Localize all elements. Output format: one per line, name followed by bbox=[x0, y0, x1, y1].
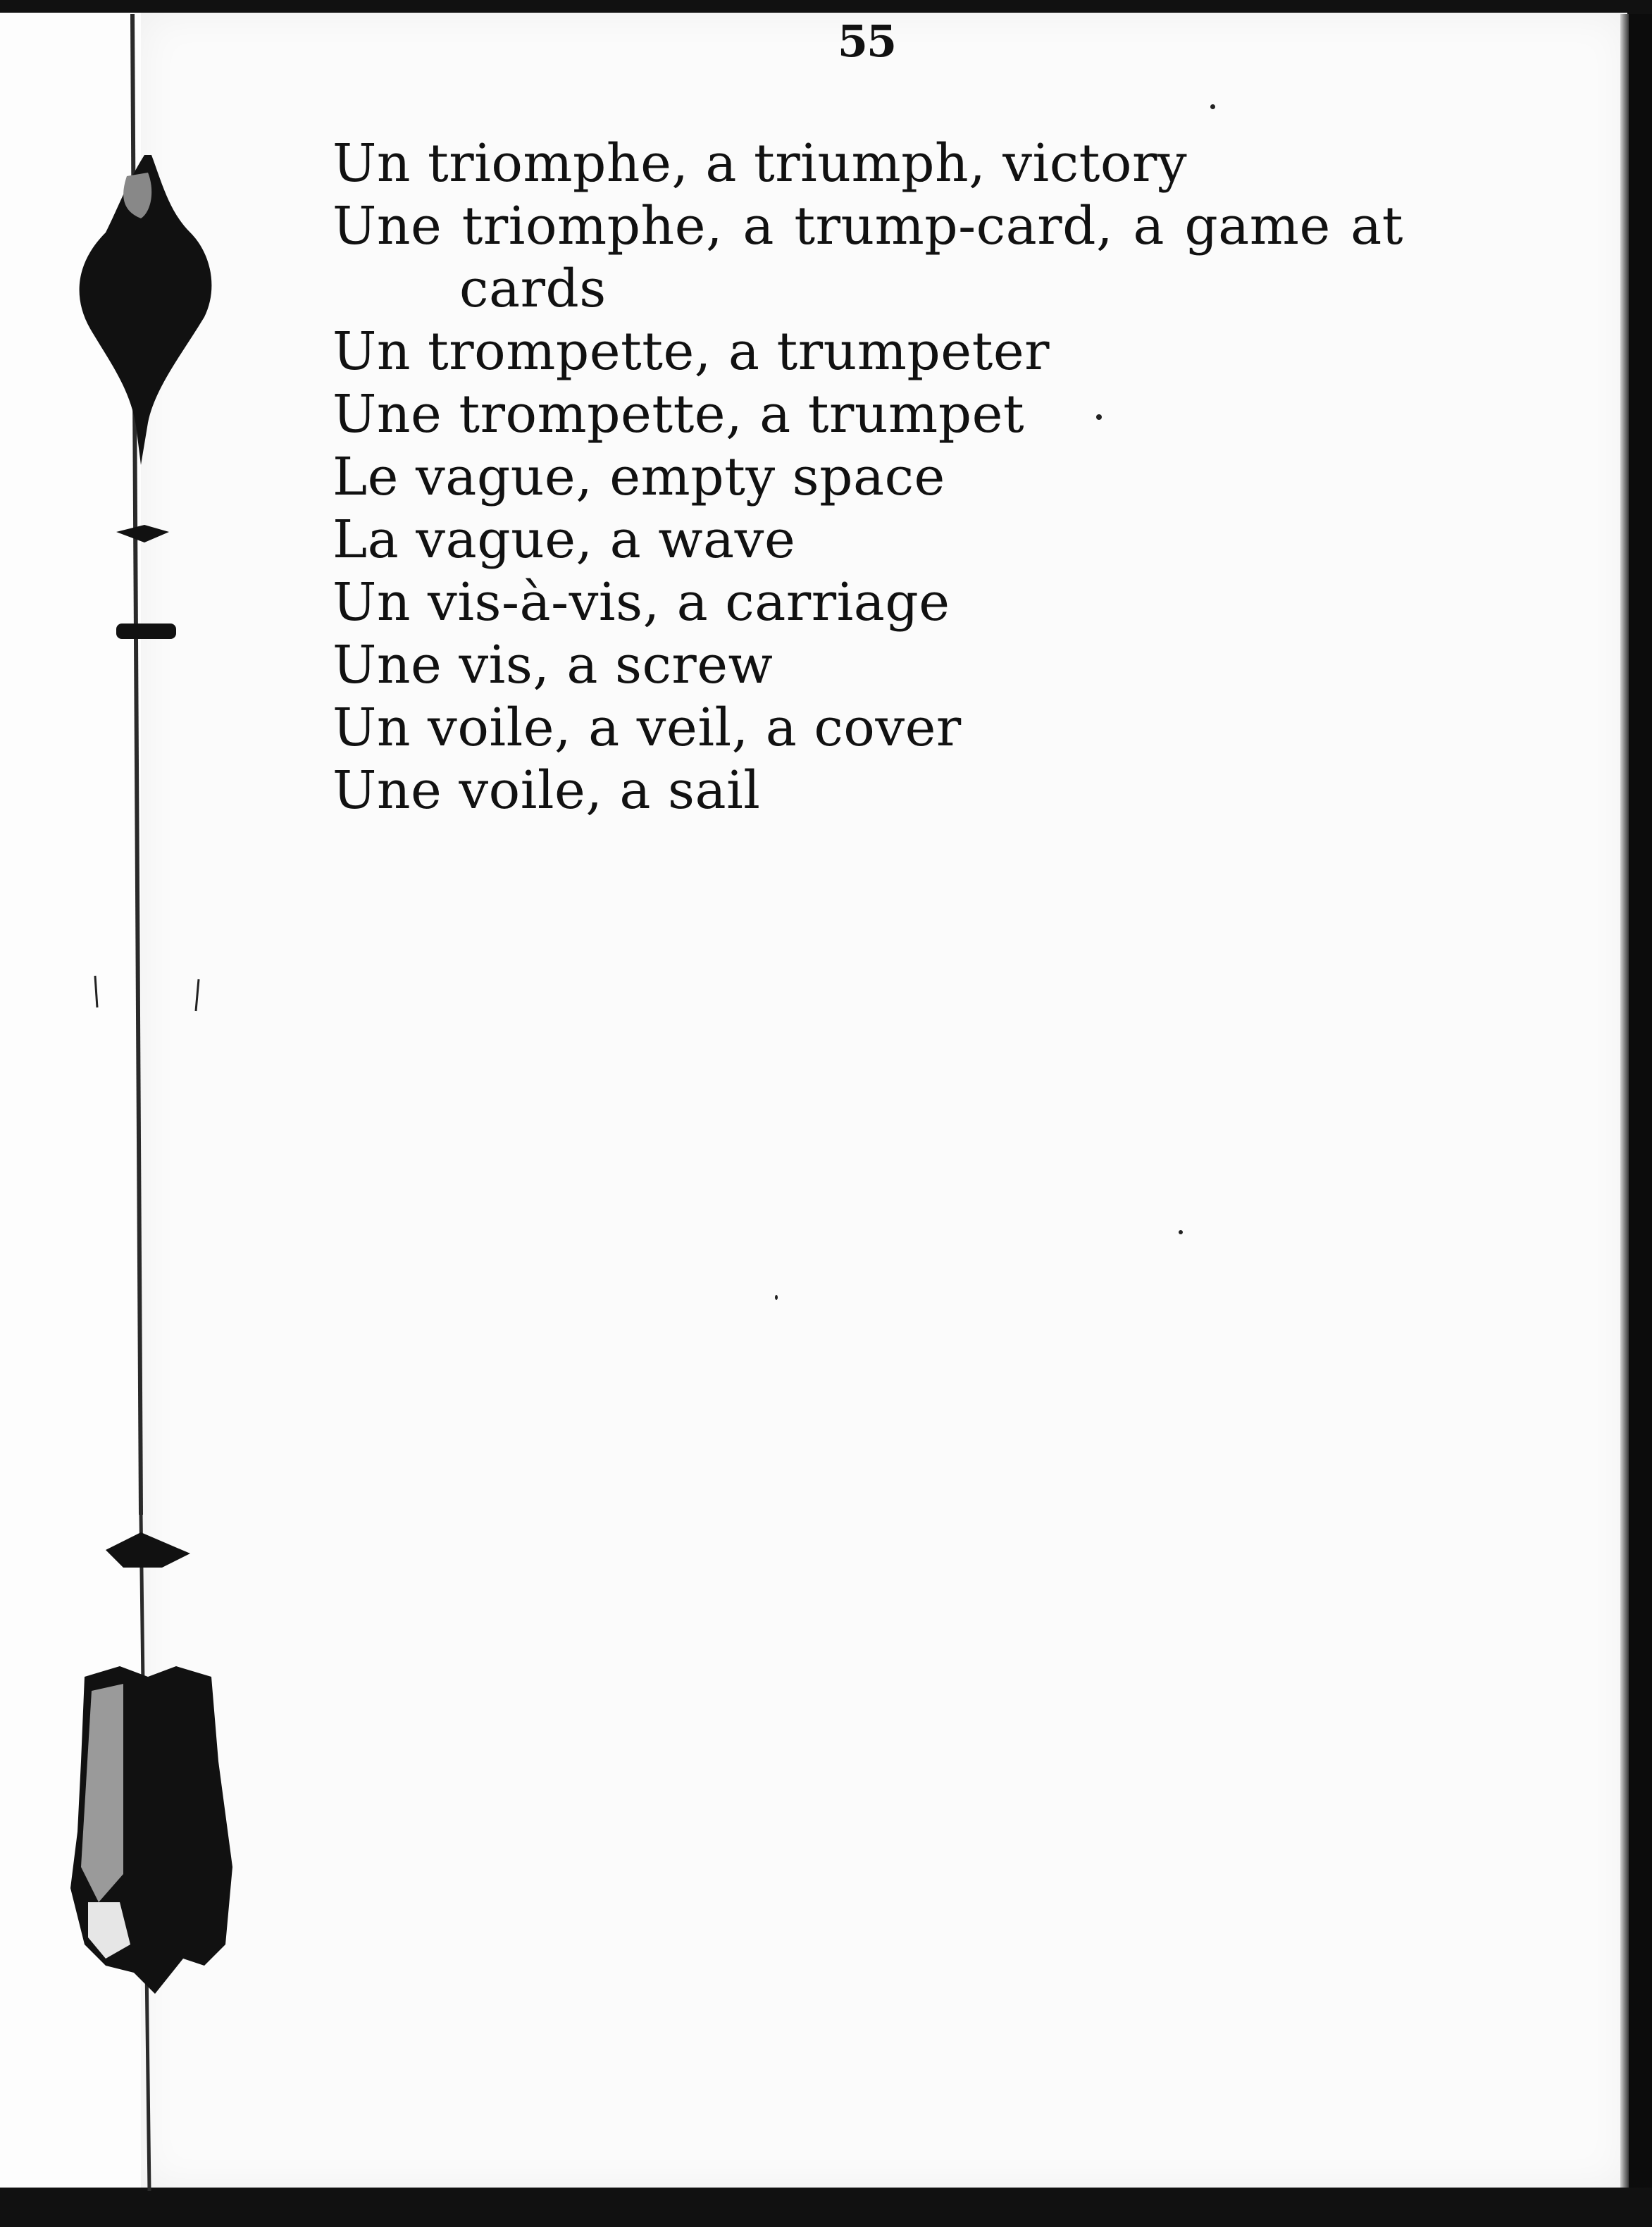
word: at bbox=[1350, 196, 1403, 256]
list-item: Une trompette, a trumpet bbox=[333, 384, 1025, 445]
list-item: Un voile, a veil, a cover bbox=[333, 697, 962, 758]
scan-border-top bbox=[0, 0, 1652, 14]
list-item: Le vague, empty space bbox=[333, 447, 945, 507]
word: trump-card, bbox=[794, 196, 1113, 256]
scan-border-bottom bbox=[0, 2188, 1652, 2227]
list-item: Une voile, a sail bbox=[333, 760, 761, 821]
list-item: Un vis-à-vis, a carriage bbox=[333, 572, 950, 633]
word: a bbox=[1133, 196, 1165, 256]
word: a bbox=[743, 196, 774, 256]
list-item: Un trompette, a trumpeter bbox=[333, 321, 1050, 382]
ink-speck bbox=[1210, 104, 1215, 109]
page-number: 55 bbox=[837, 15, 896, 67]
ink-speck bbox=[775, 1295, 778, 1300]
entry-continuation: cards bbox=[459, 259, 607, 319]
word: game bbox=[1184, 196, 1331, 256]
binding-stitching-illustration bbox=[0, 0, 240, 2227]
word: triomphe, bbox=[461, 196, 723, 256]
page-edge-right bbox=[1620, 14, 1629, 2188]
list-item: Une vis, a screw bbox=[333, 635, 774, 695]
entry-first-line bbox=[333, 195, 1403, 258]
vocabulary-list bbox=[333, 132, 1431, 822]
list-item: Un triomphe, a triumph, victory bbox=[333, 133, 1188, 194]
ink-speck bbox=[1179, 1230, 1183, 1234]
list-item: La vague, a wave bbox=[333, 509, 796, 570]
word: Une bbox=[333, 196, 442, 256]
list-item-wrapped bbox=[333, 195, 1431, 321]
